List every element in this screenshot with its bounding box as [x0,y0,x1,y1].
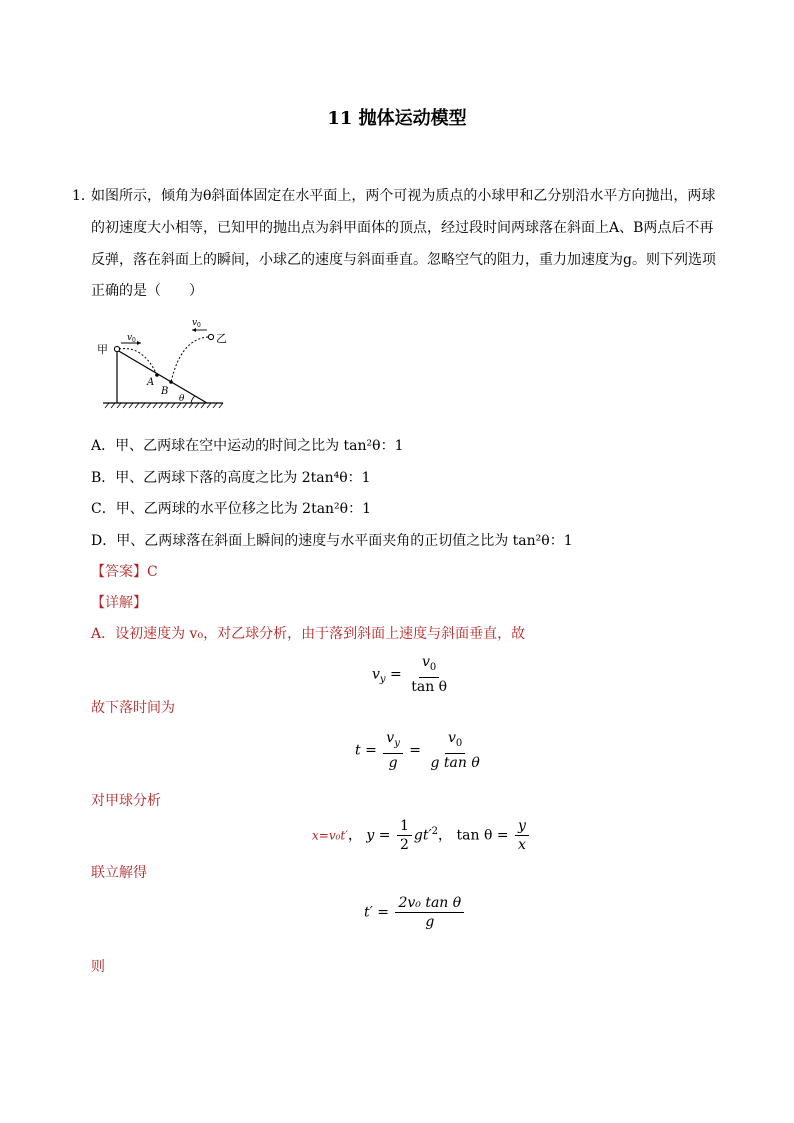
option-c: C．甲、乙两球的水平位移之比为 2tan²θ：1 [91,501,372,517]
point-B [169,380,173,384]
label-v0-right: v [192,318,198,328]
point-A [155,373,159,377]
label-B: B [161,386,169,397]
question-line-4: 正确的是（ ） [91,283,203,299]
label-v0-right-sub: 0 [197,322,201,329]
label-jia: 甲 [97,343,108,356]
explain-para-2: 故下落时间为 [91,700,175,716]
option-b: B．甲、乙两球下落的高度之比为 2tan⁴θ：1 [91,470,371,486]
equation-3: x=v₀t′， y = $\frac{1}{2}$ $gt'^2$， tan θ = $\frac{y}{x}$ [312,818,531,853]
trajectory-yi [171,337,208,382]
answer-label: 【答案】C [91,564,158,580]
ground-hatch [105,403,223,408]
explain-para-5: 则 [91,959,105,975]
ball-jia [114,346,119,351]
question-line-3: 反弹，落在斜面上的瞬间，小球乙的速度与斜面垂直。忽略空气的阻力，重力加速度为g。则下列选项 [91,252,716,268]
incline-diagram [95,313,230,411]
option-a: A．甲、乙两球在空中运动的时间之比为 tan²θ：1 [91,438,404,454]
equation-1: $v_y$ = $\frac{v_0}{\text{tan θ}}$ [372,654,448,695]
option-d: D．甲、乙两球落在斜面上瞬间的速度与水平面夹角的正切值之比为 tan²θ：1 [91,533,573,549]
label-A: A [147,377,155,388]
label-yi: 乙 [216,332,227,345]
equation-2: t = $\frac{v_y}{g}$ = $\frac{v_0}{\text{g tan θ}}$ [355,730,480,771]
equation-4: t′ = $\frac{\text{2v₀ tan θ}}{g}$ [364,895,466,930]
explain-para-3: 对甲球分析 [91,793,161,809]
explain-para-1: A．设初速度为 v₀，对乙球分析，由于落到斜面上速度与斜面垂直，故 [91,626,526,642]
label-v0-left-sub: 0 [132,337,136,344]
question-number: 1． [72,188,95,204]
page-title: 11 抛体运动模型 [327,108,467,129]
ball-yi [208,334,213,339]
question-line-2: 的初速度大小相等，已知甲的抛出点为斜甲面体的顶点，经过段时间两球落在斜面上A、B两点后不再 [91,220,714,236]
label-v0-left: v [127,333,133,343]
question-line-1: 如图所示，倾角为θ斜面体固定在水平面上，两个可视为质点的小球甲和乙分别沿水平方向抛出，两球 [91,188,716,204]
label-theta: θ [179,394,185,404]
explain-para-4: 联立解得 [91,865,147,881]
angle-arc [191,396,195,403]
explain-label: 【详解】 [91,595,147,611]
